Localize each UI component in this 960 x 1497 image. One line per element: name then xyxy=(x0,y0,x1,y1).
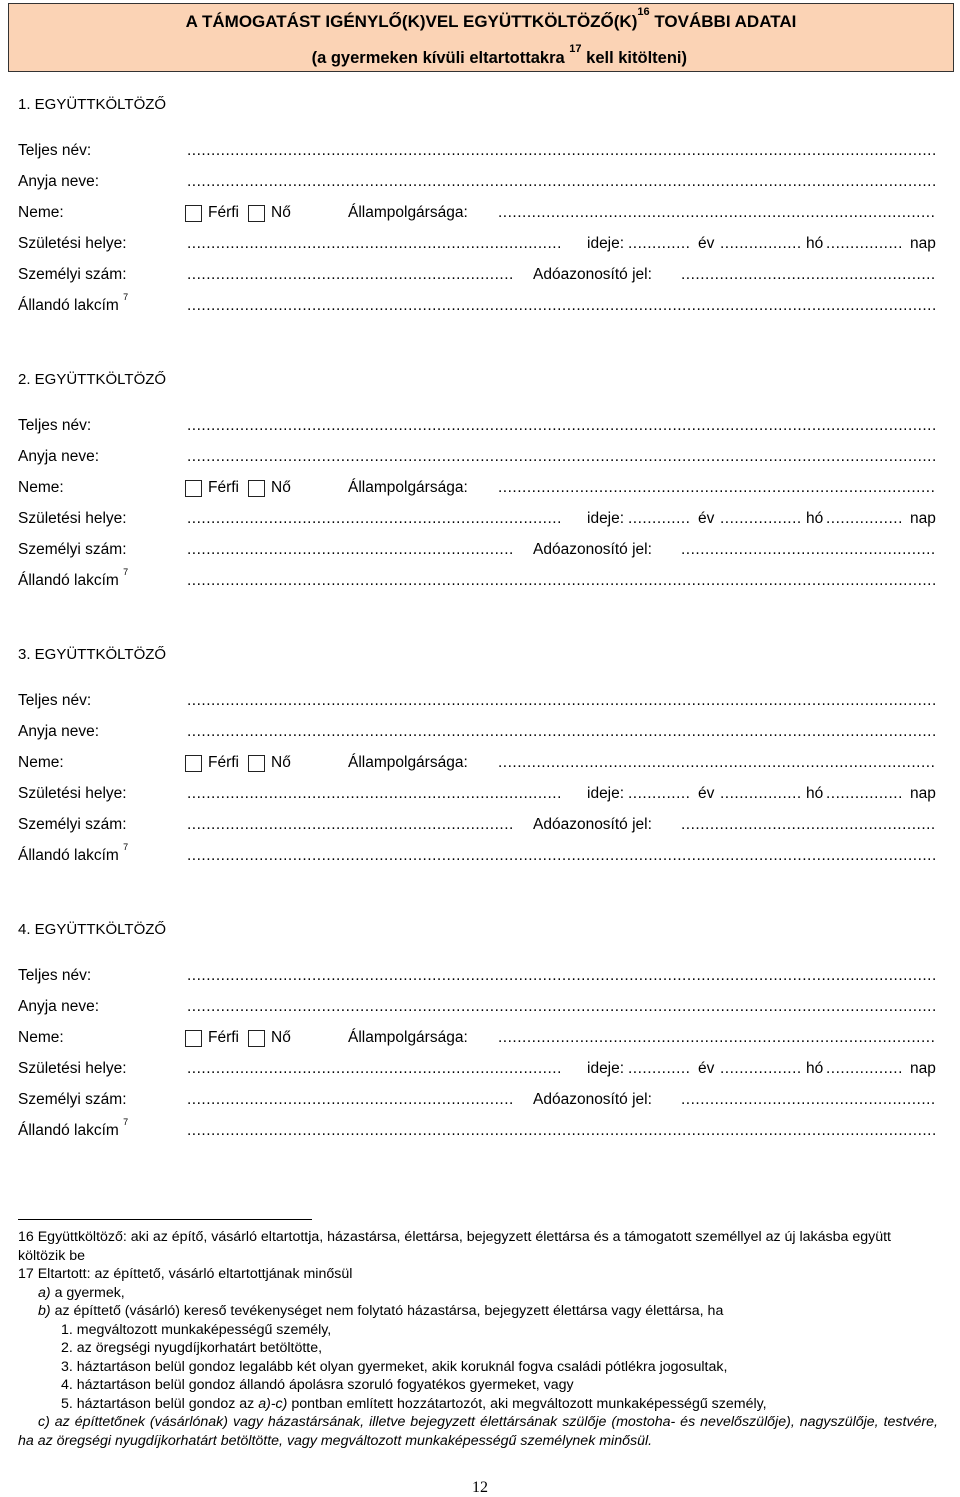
birthplace-field[interactable] xyxy=(187,235,561,253)
row-full-name xyxy=(18,692,936,714)
male-checkbox[interactable] xyxy=(185,1030,202,1047)
section-title: 1. EGYÜTTKÖLTÖZŐ xyxy=(18,96,167,113)
female-label: Nő xyxy=(271,1029,291,1046)
full-name-label: Teljes név: xyxy=(18,967,92,984)
citizenship-label: Állampolgársága: xyxy=(348,754,468,771)
footnote-17-b-item-4: 4. háztartáson belül gondoz állandó ápolásra szoruló fogyatékos gyermeket, vagy xyxy=(61,1377,574,1393)
year-label: év xyxy=(698,785,715,802)
row-ids xyxy=(18,266,936,288)
year-label: év xyxy=(698,235,715,252)
row-full-name xyxy=(18,142,936,164)
month-label: hó xyxy=(806,510,824,527)
personal-id-field[interactable] xyxy=(187,816,512,834)
row-address xyxy=(18,567,936,594)
section-3 xyxy=(18,646,936,886)
gender-label: Neme: xyxy=(18,1029,64,1046)
footnote-ref-7[interactable]: 7 xyxy=(123,292,129,302)
female-label: Nő xyxy=(271,479,291,496)
citizenship-label: Állampolgársága: xyxy=(348,479,468,496)
row-mother-name xyxy=(18,723,936,745)
male-checkbox[interactable] xyxy=(185,205,202,222)
personal-id-label: Személyi szám: xyxy=(18,266,127,283)
personal-id-label: Személyi szám: xyxy=(18,541,127,558)
year-label: év xyxy=(698,1060,715,1077)
page-number: 12 xyxy=(472,1479,488,1496)
day-label: nap xyxy=(910,510,936,527)
row-birth xyxy=(18,1060,936,1082)
day-label: nap xyxy=(910,235,936,252)
birthdate-label: ideje: xyxy=(587,1060,625,1077)
row-ids xyxy=(18,1091,936,1113)
birthplace-label: Születési helye: xyxy=(18,235,127,252)
header-title: A TÁMOGATÁST IGÉNYLŐ(K)VEL $EGYÜTTKÖLTÖZŐ(K)^{16}$ TOVÁBBI ADATAI xyxy=(185,6,797,31)
birthdate-label: ideje: xyxy=(587,785,625,802)
birthplace-field[interactable] xyxy=(187,1060,561,1078)
row-mother-name xyxy=(18,998,936,1020)
citizenship-label: Állampolgársága: xyxy=(348,204,468,221)
address-field[interactable] xyxy=(187,572,936,590)
tax-id-label: Adóazonosító jel: xyxy=(533,541,652,558)
personal-id-label: Személyi szám: xyxy=(18,816,127,833)
full-name-field[interactable] xyxy=(187,417,936,435)
female-label: Nő xyxy=(271,204,291,221)
full-name-field[interactable] xyxy=(187,692,936,710)
row-address xyxy=(18,1117,936,1144)
gender-label: Neme: xyxy=(18,204,64,221)
full-name-field[interactable] xyxy=(187,967,936,985)
footnote-17-b-item-1: 1. megváltozott munkaképességű személy, xyxy=(61,1321,332,1338)
male-label: Férfi xyxy=(208,1029,239,1046)
footnote-divider xyxy=(18,1219,312,1220)
birth-month-field[interactable] xyxy=(720,1060,800,1078)
tax-id-label: Adóazonosító jel: xyxy=(533,1091,652,1108)
mother-name-label: Anyja neve: xyxy=(18,723,99,740)
day-label: nap xyxy=(910,1060,936,1077)
male-checkbox[interactable] xyxy=(185,480,202,497)
section-title: 4. EGYÜTTKÖLTÖZŐ xyxy=(18,921,167,938)
row-gender xyxy=(18,479,936,501)
section-1 xyxy=(18,96,936,336)
citizenship-field[interactable] xyxy=(498,1029,936,1047)
footnote-ref-7[interactable]: 7 xyxy=(123,842,129,852)
address-label: Állandó lakcím $^7$ xyxy=(18,567,129,589)
full-name-field[interactable] xyxy=(187,142,936,160)
gender-label: Neme: xyxy=(18,754,64,771)
mother-name-label: Anyja neve: xyxy=(18,448,99,465)
mother-name-field[interactable] xyxy=(187,448,936,466)
birthdate-label: ideje: xyxy=(587,235,625,252)
month-label: hó xyxy=(806,235,824,252)
footnote-17-b: b) az építtető (vásárló) kereső tevékenységet nem folytató házastársa, bejegyzett élettársa vagy élettársa, ha xyxy=(38,1303,724,1319)
footnote-17-c: c) az építtetőnek (vásárlónak) vagy házastársának, illetve bejegyzett élettársának szülője (mostoha- és nevelőszülője), nagyszülője, testvére, ha az öregségi nyugdíjkorhatárt betöltötte, vagy megváltozott munkaképességű személynek minősül. xyxy=(18,1414,938,1449)
tax-id-field[interactable] xyxy=(681,816,936,834)
gender-label: Neme: xyxy=(18,479,64,496)
footnote-17-a: a) a gyermek, xyxy=(38,1284,125,1301)
birthplace-label: Születési helye: xyxy=(18,510,127,527)
birthdate-label: ideje: xyxy=(587,510,625,527)
male-label: Férfi xyxy=(208,204,239,221)
address-label: Állandó lakcím $^7$ xyxy=(18,842,129,864)
mother-name-field[interactable] xyxy=(187,723,936,741)
row-birth xyxy=(18,510,936,532)
birth-day-field[interactable] xyxy=(826,785,904,803)
footnote-ref-16[interactable]: 16 xyxy=(637,6,650,18)
birth-day-field[interactable] xyxy=(826,235,904,253)
birthplace-label: Születési helye: xyxy=(18,1060,127,1077)
female-label: Nő xyxy=(271,754,291,771)
address-field[interactable] xyxy=(187,1122,936,1140)
citizenship-field[interactable] xyxy=(498,204,936,222)
citizenship-field[interactable] xyxy=(498,479,936,497)
form-header xyxy=(8,3,954,72)
birthplace-label: Születési helye: xyxy=(18,785,127,802)
row-gender xyxy=(18,204,936,226)
female-checkbox[interactable] xyxy=(248,205,265,222)
row-birth xyxy=(18,235,936,257)
birthplace-field[interactable] xyxy=(187,510,561,528)
row-ids xyxy=(18,541,936,563)
footnote-16: 16 Együttköltöző: aki az építő, vásárló eltartottja, házastársa, élettársa, bejegyzett élettársa és a támogatott személlyel az új lakásba együtt költözik be xyxy=(18,1229,892,1264)
citizenship-field[interactable] xyxy=(498,754,936,772)
day-label: nap xyxy=(910,785,936,802)
row-full-name xyxy=(18,967,936,989)
year-label: év xyxy=(698,510,715,527)
footnote-17-b-item-2: 2. az öregségi nyugdíjkorhatárt betöltötte, xyxy=(61,1340,323,1356)
footnote-17-b-item-5: 5. háztartáson belül gondoz az a)-c) pontban említett hozzátartozót, aki megváltozott munkaképességű személy, xyxy=(61,1395,767,1412)
footnote-17-b-item-3: 3. háztartáson belül gondoz legalább két olyan gyermeket, akik koruknál fogva családi pótlékra jogosultak, xyxy=(61,1358,728,1375)
footnotes xyxy=(18,1228,938,1450)
personal-id-field[interactable] xyxy=(187,266,512,284)
male-label: Férfi xyxy=(208,754,239,771)
address-field[interactable] xyxy=(187,847,936,865)
birth-year-field[interactable] xyxy=(628,1060,690,1078)
full-name-label: Teljes név: xyxy=(18,142,92,159)
section-4 xyxy=(18,921,936,1161)
tax-id-field[interactable] xyxy=(681,266,936,284)
row-mother-name xyxy=(18,173,936,195)
personal-id-field[interactable] xyxy=(187,541,512,559)
personal-id-label: Személyi szám: xyxy=(18,1091,127,1108)
tax-id-label: Adóazonosító jel: xyxy=(533,816,652,833)
male-checkbox[interactable] xyxy=(185,755,202,772)
birth-year-field[interactable] xyxy=(628,785,690,803)
mother-name-label: Anyja neve: xyxy=(18,173,99,190)
mother-name-label: Anyja neve: xyxy=(18,998,99,1015)
month-label: hó xyxy=(806,1060,824,1077)
female-checkbox[interactable] xyxy=(248,480,265,497)
tax-id-field[interactable] xyxy=(681,541,936,559)
full-name-label: Teljes név: xyxy=(18,417,92,434)
female-checkbox[interactable] xyxy=(248,1030,265,1047)
row-full-name xyxy=(18,417,936,439)
birth-month-field[interactable] xyxy=(720,235,800,253)
section-title: 3. EGYÜTTKÖLTÖZŐ xyxy=(18,646,167,663)
female-checkbox[interactable] xyxy=(248,755,265,772)
row-address xyxy=(18,842,936,869)
address-label: Állandó lakcím $^7$ xyxy=(18,292,129,314)
full-name-label: Teljes név: xyxy=(18,692,92,709)
birth-day-field[interactable] xyxy=(826,1060,904,1078)
header-subtitle: (a gyermeken kívüli eltartottakra $^{17}$ kell kitölteni) xyxy=(311,43,687,67)
mother-name-field[interactable] xyxy=(187,173,936,191)
row-gender xyxy=(18,754,936,776)
birth-year-field[interactable] xyxy=(628,235,690,253)
section-2 xyxy=(18,371,936,611)
row-ids xyxy=(18,816,936,838)
birthplace-field[interactable] xyxy=(187,785,561,803)
row-address xyxy=(18,292,936,319)
tax-id-field[interactable] xyxy=(681,1091,936,1109)
footnote-17: 17 Eltartott: az építtető, vásárló eltartottjának minősül xyxy=(18,1266,353,1282)
row-birth xyxy=(18,785,936,807)
section-title: 2. EGYÜTTKÖLTÖZŐ xyxy=(18,371,167,388)
birth-year-field[interactable] xyxy=(628,510,690,528)
footnote-ref-7[interactable]: 7 xyxy=(123,567,129,577)
footnote-ref-7[interactable]: 7 xyxy=(123,1117,129,1127)
birth-month-field[interactable] xyxy=(720,510,800,528)
mother-name-field[interactable] xyxy=(187,998,936,1016)
male-label: Férfi xyxy=(208,479,239,496)
personal-id-field[interactable] xyxy=(187,1091,512,1109)
row-mother-name xyxy=(18,448,936,470)
birth-day-field[interactable] xyxy=(826,510,904,528)
citizenship-label: Állampolgársága: xyxy=(348,1029,468,1046)
address-label: Állandó lakcím $^7$ xyxy=(18,1117,129,1139)
birth-month-field[interactable] xyxy=(720,785,800,803)
footnote-ref-17[interactable]: 17 xyxy=(569,43,582,55)
tax-id-label: Adóazonosító jel: xyxy=(533,266,652,283)
month-label: hó xyxy=(806,785,824,802)
address-field[interactable] xyxy=(187,297,936,315)
row-gender xyxy=(18,1029,936,1051)
